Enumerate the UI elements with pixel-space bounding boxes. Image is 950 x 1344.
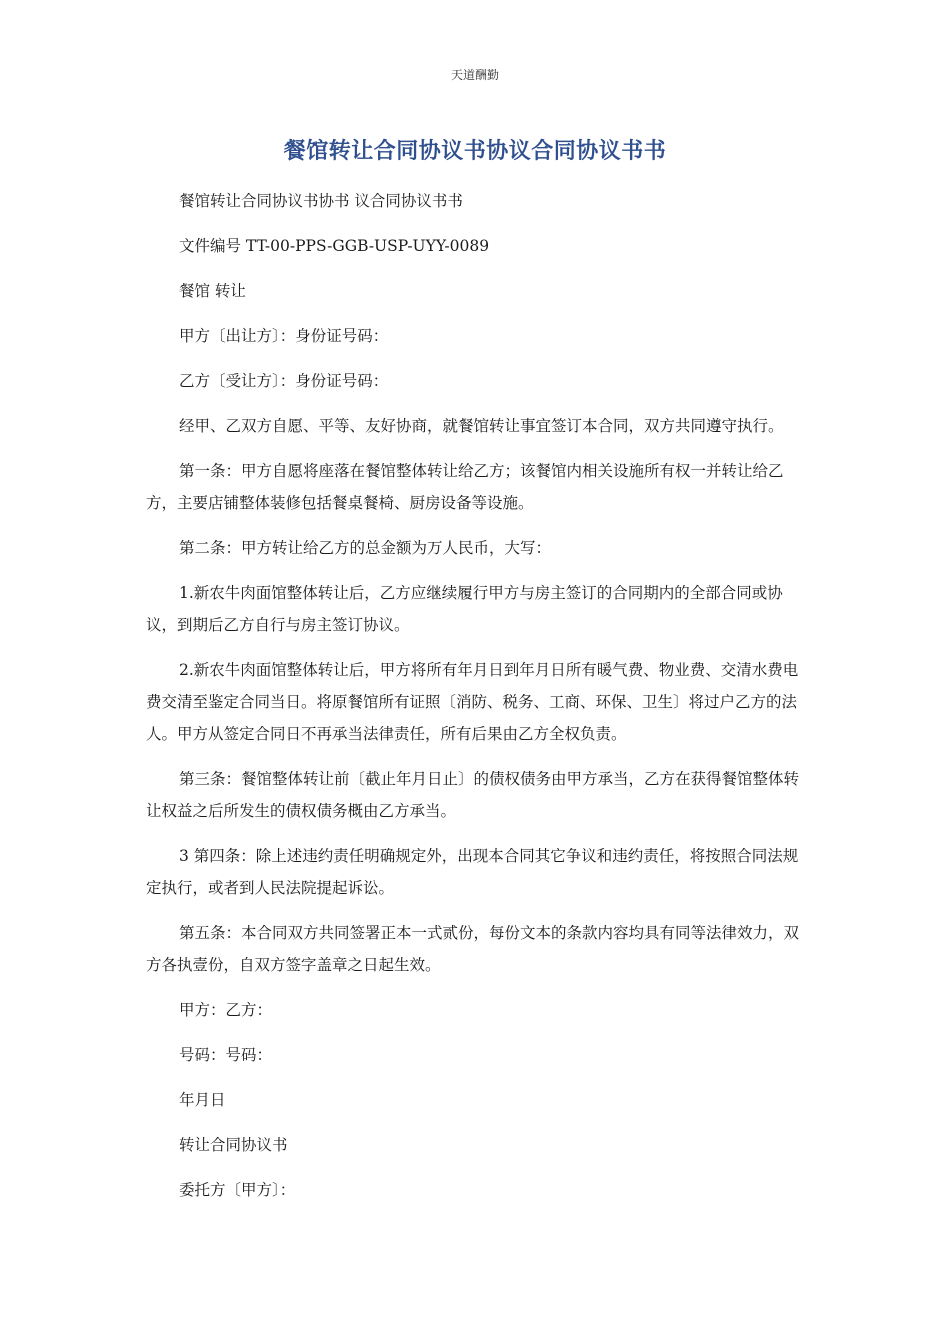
paragraph-second-title: 转让合同协议书: [179, 1136, 288, 1154]
paragraph-article-4: 3 第四条：除上述违约责任明确规定外，出现本合同其它争议和违约责任，将按照合同法规定执行，或者到人民法院提起诉讼。: [146, 847, 799, 897]
paragraph-date: 年月日: [179, 1091, 226, 1109]
paragraph-principal: 委托方〔甲方〕：: [179, 1181, 296, 1199]
paragraph-party-a: 甲方〔出让方〕：身份证号码：: [179, 327, 389, 345]
page-header: 天道酬勤: [450, 68, 499, 82]
paragraph-article-2: 第二条：甲方转让给乙方的总金额为万人民币，大写：: [179, 539, 552, 557]
paragraph-id-numbers: 号码：号码：: [179, 1046, 273, 1064]
paragraph-intro: 经甲、乙双方自愿、平等、友好协商，就餐馆转让事宜签订本合同，双方共同遵守执行。: [179, 417, 784, 435]
document-body: [146, 185, 802, 1219]
paragraph-article-3: 第三条：餐馆整体转让前〔截止年月日止〕的债权债务由甲方承当，乙方在获得餐馆整体转让权益之后所发生的债权债务概由乙方承当。: [146, 770, 800, 820]
paragraph-item-2: 2.新农牛肉面馆整体转让后，甲方将所有年月日到年月日所有暖气费、物业费、交清水费电费交清至鉴定合同当日。将原餐馆所有证照〔消防、税务、工商、环保、卫生〕将过户乙方的法人。甲方从签定合同日不再承当法律责任，所有后果由乙方全权负责。: [146, 661, 799, 743]
paragraph-signatures: 甲方：乙方：: [179, 1001, 273, 1019]
paragraph-party-b: 乙方〔受让方〕：身份证号码：: [179, 372, 389, 390]
paragraph-article-1: 第一条：甲方自愿将座落在餐馆整体转让给乙方；该餐馆内相关设施所有权一并转让给乙方，主要店铺整体装修包括餐桌餐椅、厨房设备等设施。: [146, 462, 784, 512]
paragraph-heading: 餐馆 转让: [179, 282, 246, 300]
paragraph-subtitle: 餐馆转让合同协议书协书 议合同协议书书: [179, 192, 463, 210]
paragraph-file-number: 文件编号 TT-00-PPS-GGB-USP-UYY-0089: [179, 237, 490, 255]
document-title: 餐馆转让合同协议书协议合同协议书书: [283, 139, 667, 164]
paragraph-item-1: 1.新农牛肉面馆整体转让后，乙方应继续履行甲方与房主签订的合同期内的全部合同或协议，到期后乙方自行与房主签订协议。: [146, 584, 783, 634]
paragraph-article-5: 第五条：本合同双方共同签署正本一式贰份，每份文本的条款内容均具有同等法律效力，双方各执壹份，自双方签字盖章之日起生效。: [146, 924, 800, 974]
